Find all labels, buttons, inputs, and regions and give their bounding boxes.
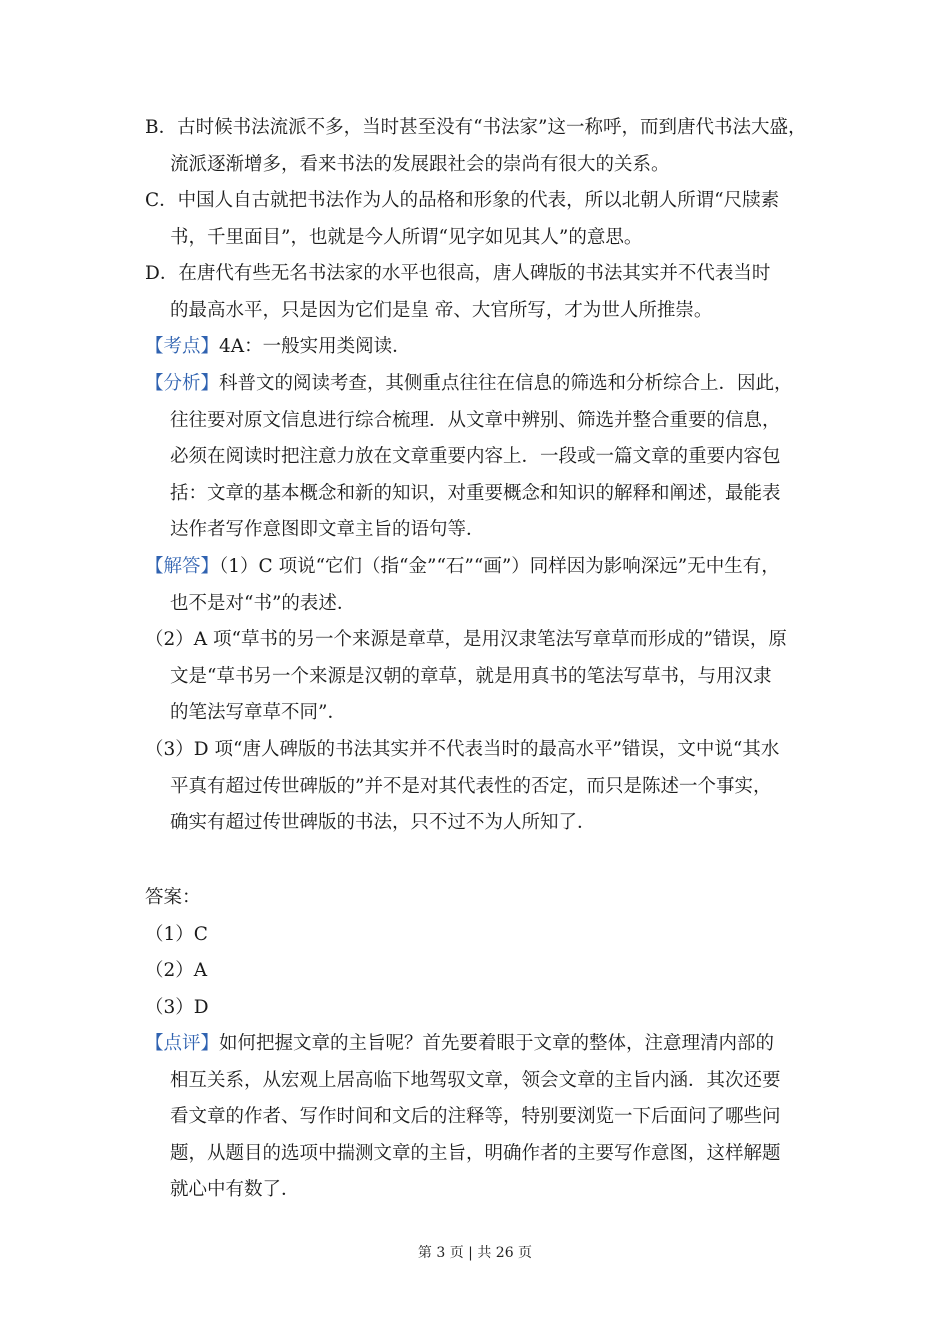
answer-label: 答案： (145, 887, 201, 908)
dianping-line-2: 相互关系，从宏观上居高临下地驾驭文章，领会文章的主旨内涵．其次还要 (170, 1069, 781, 1091)
dianping-first-line: 如何把握文章的主旨呢？首先要着眼于文章的整体，注意理清内部的 (219, 1033, 775, 1054)
kaodian-section (145, 329, 815, 366)
option-d-line-2: 的最高水平，只是因为它们是皇 帝、大官所写，才为世人所推崇。 (170, 299, 713, 321)
page-footer: 第 3 页 | 共 26 页 (417, 1245, 533, 1261)
answer-section (145, 880, 815, 1026)
jieda-p3-line-3: 确实有超过传世碑版的书法，只不过不为人所知了． (170, 812, 596, 833)
option-d-line-1: D．在唐代有些无名书法家的水平也很高，唐人碑版的书法其实并不代表当时 (145, 263, 771, 284)
jieda-p2-line-3: 的笔法写章草不同”． (170, 702, 346, 723)
option-c-line-1: C．中国人自古就把书法作为人的品格和形象的代表，所以北朝人所谓“尺牍素 (145, 190, 780, 211)
jieda-p3-line-1: （3）D 项“唐人碑版的书法其实并不代表当时的最高水平”错误，文中说“其水 (145, 739, 780, 760)
option-d (145, 256, 815, 329)
answer-item-1: （1）C (145, 923, 208, 945)
option-b-line-2: 流派逐渐增多，看来书法的发展跟社会的崇尚有很大的关系。 (170, 153, 670, 175)
dianping-line-4: 题，从题目的选项中揣测文章的主旨，明确作者的主要写作意图，这样解题 (170, 1142, 781, 1164)
fenxi-line-2: 往往要对原文信息进行综合梳理．从文章中辨别、筛选并整合重要的信息， (170, 409, 781, 431)
jieda-point-2 (145, 622, 815, 732)
jieda-p2-line-2: 文是“草书另一个来源是汉朝的章草，就是用真书的笔法写草书，与用汉隶 (170, 665, 772, 687)
fenxi-line-4: 括：文章的基本概念和新的知识，对重要概念和知识的解释和阐述，最能表 (170, 482, 781, 504)
jieda-p3-line-2: 平真有超过传世碑版的”并不是对其代表性的否定，而只是陈述一个事实， (170, 775, 772, 797)
option-b-line-1: B．古时候书法流派不多，当时甚至没有“书法家”这一称呼，而到唐代书法大盛， (145, 117, 807, 138)
fenxi-tag: 【分析】 (145, 373, 220, 394)
jieda-p2-line-1: （2）A 项“草书的另一个来源是章草，是用汉隶笔法写章草而形成的”错误，原 (145, 629, 787, 650)
jieda-section (145, 549, 815, 622)
jieda-tag: 【解答】 (145, 556, 220, 577)
fenxi-section (145, 366, 815, 549)
fenxi-line-5: 达作者写作意图即文章主旨的语句等． (170, 519, 485, 540)
dianping-tag: 【点评】 (145, 1033, 220, 1054)
dianping-line-3: 看文章的作者、写作时间和文后的注释等，特别要浏览一下后面问了哪些问 (170, 1106, 781, 1127)
dianping-section (145, 1026, 815, 1209)
answer-item-3: （3）D (145, 996, 209, 1018)
kaodian-text: 4A：一般实用类阅读． (219, 336, 411, 357)
answer-item-2: （2）A (145, 960, 208, 981)
option-c-line-2: 书，千里面目”，也就是今人所谓“见字如见其人”的意思。 (170, 226, 643, 248)
fenxi-first-line: 科普文的阅读考查，其侧重点往往在信息的筛选和分析综合上．因此， (219, 373, 793, 394)
jieda-first-line: （1）C 项说“它们（指“金”“石”“画”）同样因为影响深远”无中生有， (219, 556, 780, 577)
kaodian-tag: 【考点】 (145, 336, 220, 357)
dianping-line-5: 就心中有数了． (170, 1179, 300, 1200)
option-c (145, 183, 815, 256)
jieda-point-3 (145, 732, 815, 842)
jieda-second-line: 也不是对“书”的表述． (170, 592, 356, 614)
fenxi-line-3: 必须在阅读时把注意力放在文章重要内容上．一段或一篇文章的重要内容包 (170, 446, 781, 467)
option-b (145, 110, 815, 183)
